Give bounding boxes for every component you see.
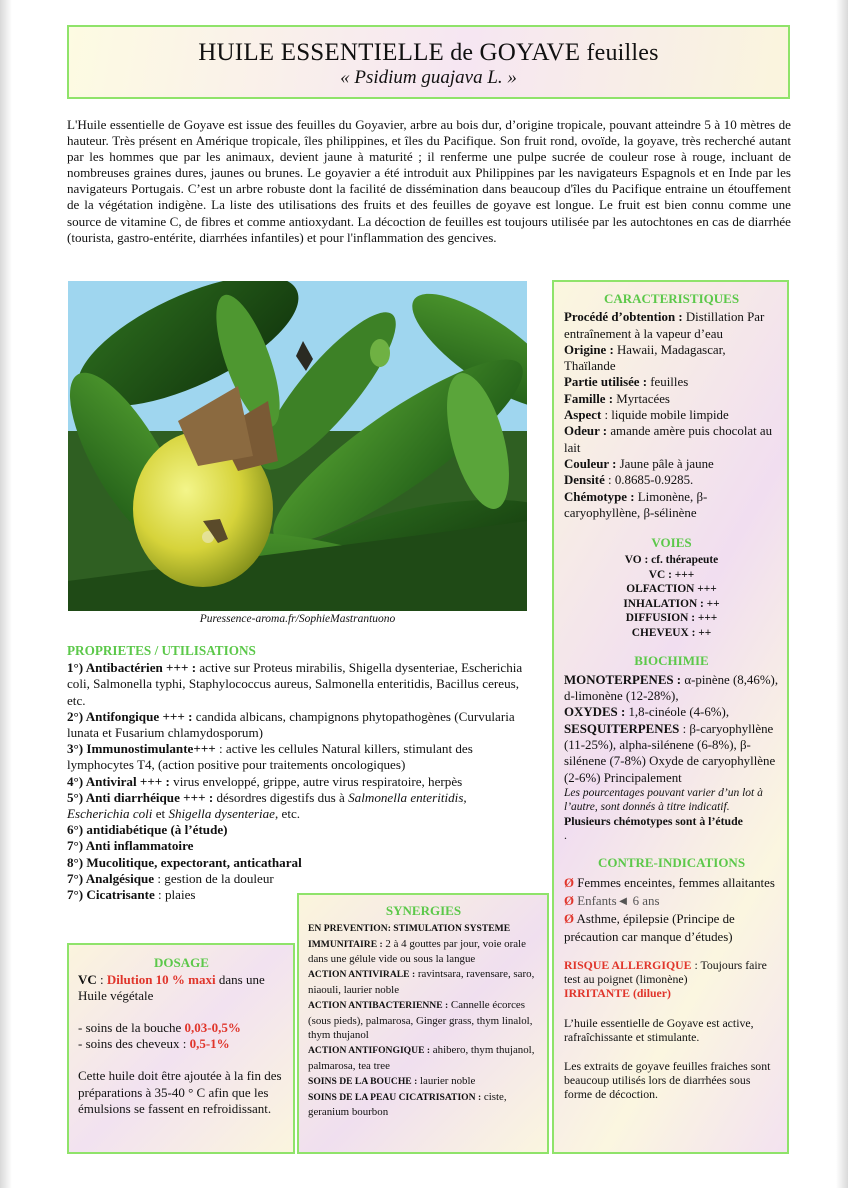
voies-list: [564, 553, 779, 640]
dosage-vc: VC : Dilution 10 % maxi dans une Huile végétale: [78, 972, 265, 1004]
forbidden-icon: Ø: [564, 911, 575, 926]
info-paragraph: Les extraits de goyave feuilles fraiches sont beaucoup utilisés lors de diarrhées sous forme de décoction.: [564, 1058, 771, 1101]
biochimie-note: Les pourcentages pouvant varier d’un lot à l’autre, sont donnés à titre indicatif.: [564, 786, 763, 813]
origine-row: Origine : Hawaii, Madagascar, Thaïlande: [564, 342, 726, 374]
caracteristiques-title: CARACTERISTIQUES: [603, 291, 740, 306]
propriete-item: 7°) Anti inflammatoire: [67, 838, 194, 854]
dosage-bouche: - soins de la bouche 0,03-0,5%: [78, 1020, 241, 1036]
synergies-title: SYNERGIES: [385, 903, 462, 918]
guava-photo: [68, 281, 527, 611]
aspect-row: Aspect : liquide mobile limpide: [564, 408, 729, 423]
contre-indication-item: Ø Femmes enceintes, femmes allaitantes: [564, 875, 775, 890]
synergies-box: [297, 893, 549, 1154]
synergie-item: EN PREVENTION: STIMULATION SYSTEME IMMUNITAIRE : 2 à 4 gouttes par jour, voie orale dans une gélule vide ou sous la langue: [308, 922, 526, 966]
proprietes-title: PROPRIETES / UTILISATIONS: [67, 643, 256, 658]
propriete-item: 4°) Antiviral +++ : virus enveloppé, grippe, autre virus respiratoire, herpès: [67, 773, 463, 789]
voies-title: VOIES: [651, 535, 692, 551]
biochimie-title: BIOCHIMIE: [634, 653, 709, 669]
propriete-item: 3°) Immunostimulante+++ : active les cellules Natural killers, stimulant des lymphocytes T4, (action positive pour traitements oncologiques): [67, 741, 473, 773]
forbidden-icon: Ø: [564, 875, 575, 890]
contre-indication-item: Ø Enfants◄ 6 ans: [564, 893, 660, 908]
dosage-note: Cette huile doit être ajoutée à la fin des préparations à 35-40 ° C afin que les émulsions se fassent en refroidissant.: [78, 1068, 282, 1116]
dosage-cheveux: - soins des cheveux : 0,5-1%: [78, 1036, 230, 1052]
propriete-item: 8°) Mucolitique, expectorant, anticatharal: [67, 854, 302, 870]
partie-row: Partie utilisée : feuilles: [564, 375, 689, 390]
info-paragraph: L’huile essentielle de Goyave est active, rafraîchissante et stimulante.: [564, 1016, 754, 1045]
voie-item: VC : +++: [648, 568, 695, 581]
page-shadow-left: [0, 0, 12, 1188]
dosage-box: [67, 943, 295, 1154]
chemotypes-note: Plusieurs chémotypes sont à l’étude: [564, 813, 743, 828]
couleur-row: Couleur : Jaune pâle à jaune: [564, 456, 714, 471]
mono-row: MONOTERPENES : α-pinène (8,46%), d-limonène (12-28%),: [564, 672, 779, 704]
latin-name: « Psidium guajava L. »: [340, 67, 517, 88]
odeur-row: Odeur : amande amère puis chocolat au lait: [564, 424, 773, 455]
title-box: [67, 25, 790, 99]
synergie-item: SOINS DE LA PEAU CICATRISATION : ciste, geranium bourbon: [308, 1090, 507, 1119]
synergie-item: SOINS DE LA BOUCHE : laurier noble: [308, 1074, 476, 1087]
forbidden-icon: Ø: [564, 893, 575, 908]
propriete-item: 5°) Anti diarrhéique +++ : désordres digestifs dus à Salmonella enteritidis, Escherichia coli et Shigella dysenteriae, etc.: [67, 789, 467, 822]
famille-row: Famille : Myrtacées: [564, 391, 670, 406]
propriete-item: 7°) Analgésique : gestion de la douleur: [67, 870, 274, 886]
irritante-warning: IRRITANTE (diluer): [564, 985, 671, 1000]
synergie-item: ACTION ANTIVIRALE : ravintsara, ravensare, saro, niaouli, laurier noble: [308, 968, 535, 996]
risque-allergique: RISQUE ALLERGIQUE : Toujours faire test au poignet (limonène): [564, 957, 767, 986]
voie-item: INHALATION : ++: [623, 597, 720, 610]
dosage-title: DOSAGE: [154, 955, 209, 970]
sesqui-row: SESQUITERPENES : β-caryophyllène (11-25%), alpha-silénene (6-8%), β-silénene (7-8%) Oxyde de caryophyllène (2-6%) Principalement: [564, 721, 776, 785]
synergie-item: ACTION ANTIBACTERIENNE : Cannelle écorces (sous pieds), palmarosa, Ginger grass, thym linalol, thym thujanol: [308, 998, 533, 1042]
biochimie-dot: .: [564, 828, 567, 843]
contre-indications-title: CONTRE-INDICATIONS: [597, 855, 746, 871]
page-shadow-right: [836, 0, 848, 1188]
propriete-item: 2°) Antifongique +++ : candida albicans, champignons phytopathogènes (Curvularia lunata et Fusarium chlamydosporum): [67, 708, 515, 741]
proprietes-section: [67, 643, 527, 903]
oxydes-row: OXYDES : 1,8-cinéole (4-6%),: [564, 705, 730, 720]
caracteristiques-box: [552, 280, 789, 1154]
synergie-item: ACTION ANTIFONGIQUE : ahibero, thym thujanol, palmarosa, tea tree: [308, 1044, 535, 1072]
propriete-item: 7°) Cicatrisante : plaies: [67, 887, 196, 903]
chemotype-row: Chémotype : Limonène, β-caryophyllène, β-sélinène: [564, 489, 708, 520]
voie-item: OLFACTION +++: [626, 583, 717, 596]
voie-item: DIFFUSION : +++: [625, 612, 718, 625]
propriete-item: 6°) antidiabétique (à l’étude): [67, 822, 228, 838]
photo-caption: Puressence-aroma.fr/SophieMastrantuono: [199, 613, 396, 625]
procede-row: Procédé d’obtention : Distillation Par entraînement à la vapeur d’eau: [564, 310, 765, 341]
densite-row: Densité : 0.8685-0.9285.: [564, 473, 694, 488]
propriete-item: 1°) Antibactérien +++ : active sur Proteus mirabilis, Shigella dysenteriae, Escherichia coli, Salmonella typhi, Staphylococcus aureus, Salmonella enteritidis, Bacillus cereus, etc.: [67, 660, 523, 708]
voie-item: CHEVEUX : ++: [631, 626, 712, 639]
page-title: HUILE ESSENTIELLE de GOYAVE feuilles: [198, 39, 659, 66]
voie-item: VO : cf. thérapeute: [624, 554, 719, 567]
contre-indication-item: Ø Asthme, épilepsie (Principe de précaution car manque d’études): [564, 911, 735, 944]
intro-paragraph: L'Huile essentielle de Goyave est issue des feuilles du Goyavier, arbre au bois dur, d’origine tropicale, pouvant atteindre 5 à 10 mètres de hauteur. Très présent en Amérique tropicale, îles philippines, et îles du Pacifique. Son fruit rond, ovoïde, la goyave, très recherché autant par les hommes que par les animaux, devient jaune à maturité ; il renferme une pulpe sucrée de couleur rose à rouge, incluant de nombreuses graines dures, jaunes ou brunes. Le goyavier a été introduit aux Philippines par les navigateurs Espagnols et en Inde par les navigateurs Portugais. C’est un arbre robuste dont la facilité de dissémination dans beaucoup d'îles du Pacifique entraine un étouffement de la végétation indigène. La liste des utilisations des fruits et des feuilles de goyave est longue. Le fruit est bien connu comme une source de vitamine C, de fibres et comme antioxydant. La décoction de feuilles est toujours utilisée par les autochtones en cas de diarrhée (tourista, gastro-entérite, diarrhées infantiles) et pour l'inflammation des gencives.: [67, 117, 791, 245]
